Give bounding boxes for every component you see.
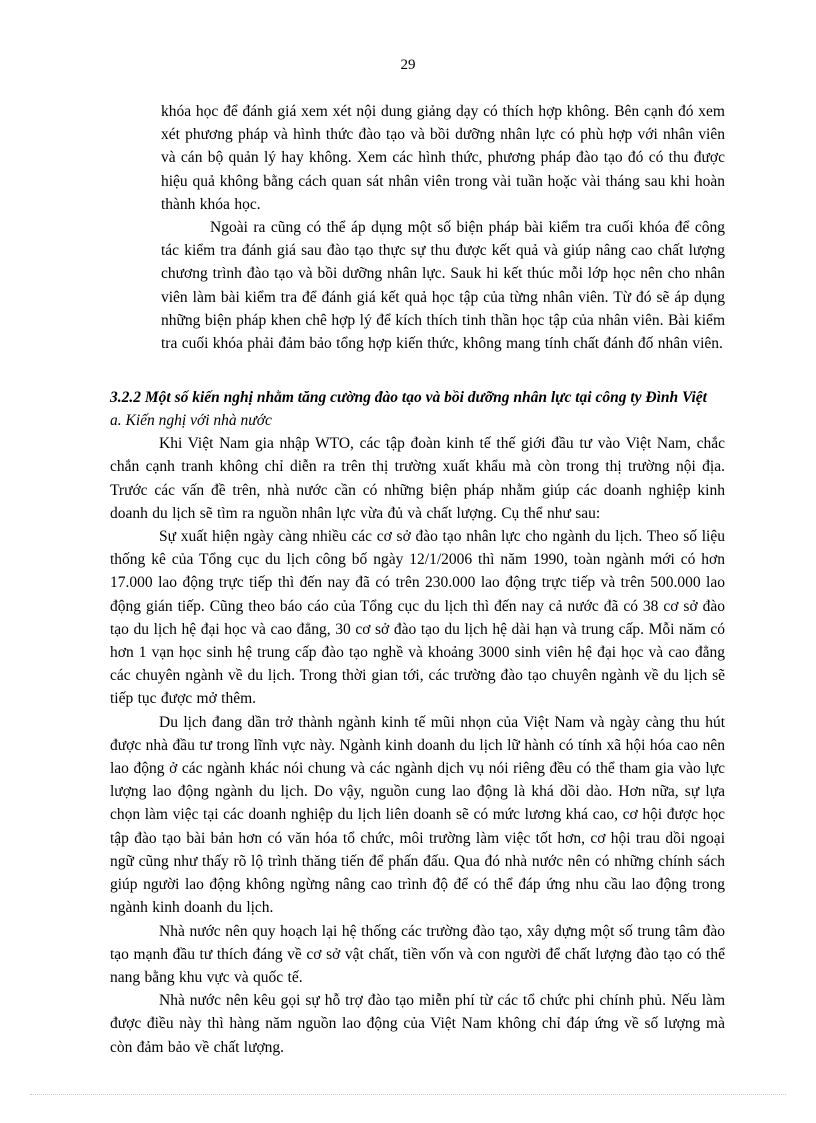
section-paragraph-4: Nhà nước nên quy hoạch lại hệ thống các trường đào tạo, xây dựng một số trung tâm đào tạo mạnh đầu tư thích đáng về cơ sở vật chất, tiền vốn và con người để chất lượng đào tạo có thể nang bằng khu vực và quốc tế.: [110, 922, 725, 986]
intro-block: [110, 100, 725, 355]
section-heading: 3.2.2 Một số kiến nghị nhằm tăng cường đào tạo và bồi dưỡng nhân lực tại công ty Đình Việt: [110, 389, 707, 407]
page-body: [110, 100, 725, 1059]
intro-paragraph-2: Ngoài ra cũng có thể áp dụng một số biện pháp bài kiểm tra cuối khóa để công tác kiểm tra đánh giá sau đào tạo thực sự thu được kết quả và giúp nâng cao chất lượng chương trình đào tạo và bồi dưỡng nhân lực. Sauk hi kết thúc mỗi lớp học nên cho nhân viên làm bài kiểm tra để đánh giá kết quả học tập của từng nhân viên. Từ đó sẽ áp dụng những biện pháp khen chê hợp lý để kích thích tinh thần học tập của nhân viên. Bài kiểm tra cuối khóa phải đảm bảo tổng hợp kiến thức, không mang tính chất đánh đố nhân viên.: [161, 219, 725, 353]
page-number: 29: [400, 57, 416, 73]
section-paragraph-3: Du lịch đang dần trở thành ngành kinh tế mũi nhọn của Việt Nam và ngày càng thu hút được nhà đầu tư trong lĩnh vực này. Ngành kinh doanh du lịch lữ hành có tính xã hội hóa cao nên lao động ở các ngành khác nói chung và các ngành dịch vụ nói riêng đều có thể tham gia vào lực lượng lao động ngành du lịch. Do vậy, nguồn cung lao động là khá dồi dào. Hơn nữa, sự lựa chọn làm việc tại các doanh nghiệp du lịch liên doanh sẽ có mức lương khá cao, cơ hội được học tập đào tạo bài bản hơn có văn hóa tổ chức, môi trường làm việc tốt hơn, cơ hội trau dồi ngoại ngữ cũng như thấy rõ lộ trình thăng tiến để phấn đấu. Qua đó nhà nước nên có những chính sách giúp người lao động không ngừng nâng cao trình độ để có thể đáp ứng nhu cầu lao động trong ngành kinh doanh du lịch.: [110, 713, 725, 917]
section-paragraph-5: Nhà nước nên kêu gọi sự hỗ trợ đào tạo miễn phí từ các tổ chức phi chính phủ. Nếu làm được điều này thì hàng năm nguồn lao động của Việt Nam không chỉ đáp ứng về số lượng mà còn đảm bảo về chất lượng.: [110, 992, 725, 1056]
section-paragraph-1: Khi Việt Nam gia nhập WTO, các tập đoàn kinh tế thế giới đầu tư vào Việt Nam, chắc chắn cạnh tranh không chỉ diễn ra trên thị trường xuất khẩu mà còn trong thị trường nội địa. Trước các vấn đề trên, nhà nước cần có những biện pháp nhằm giúp các doanh nghiệp kinh doanh du lịch sẽ tìm ra nguồn nhân lực vừa đủ và chất lượng. Cụ thể như sau:: [110, 435, 725, 522]
page-bottom-rule: [30, 1094, 786, 1095]
section-body: [110, 432, 725, 1058]
intro-paragraph-1: khóa học để đánh giá xem xét nội dung giảng dạy có thích hợp không. Bên cạnh đó xem xét phương pháp và hình thức đào tạo và bồi dưỡng nhân lực có phù hợp với nhân viên và cán bộ quản lý hay không. Xem các hình thức, phương pháp đào tạo đó có thu được hiệu quả không bằng cách quan sát nhân viên trong vài tuần hoặc vài tháng sau khi hoàn thành khóa học.: [161, 103, 725, 213]
subsection-heading: a. Kiến nghị với nhà nước: [110, 412, 272, 430]
section-paragraph-2: Sự xuất hiện ngày càng nhiều các cơ sở đào tạo nhân lực cho ngành du lịch. Theo số liệu thống kê của Tổng cục du lịch công bố ngày 12/1/2006 thì năm 1990, toàn ngành mới có hơn 17.000 lao động trực tiếp thì đến nay đã có trên 230.000 lao động trực tiếp và trên 500.000 lao động gián tiếp. Cũng theo báo cáo của Tổng cục du lịch thì đến nay cả nước đã có 38 cơ sở đào tạo du lịch hệ đại học và cao đẳng, 30 cơ sở đào tạo du lịch hệ dài hạn và trung cấp. Mỗi năm có hơn 1 vạn học sinh hệ trung cấp đào tạo nghề và khoảng 3000 sinh viên hệ đại học và cao đẳng các chuyên ngành về du lịch. Trong thời gian tới, các trường đào tạo chuyên ngành về du lịch sẽ tiếp tục được mở thêm.: [110, 528, 725, 708]
